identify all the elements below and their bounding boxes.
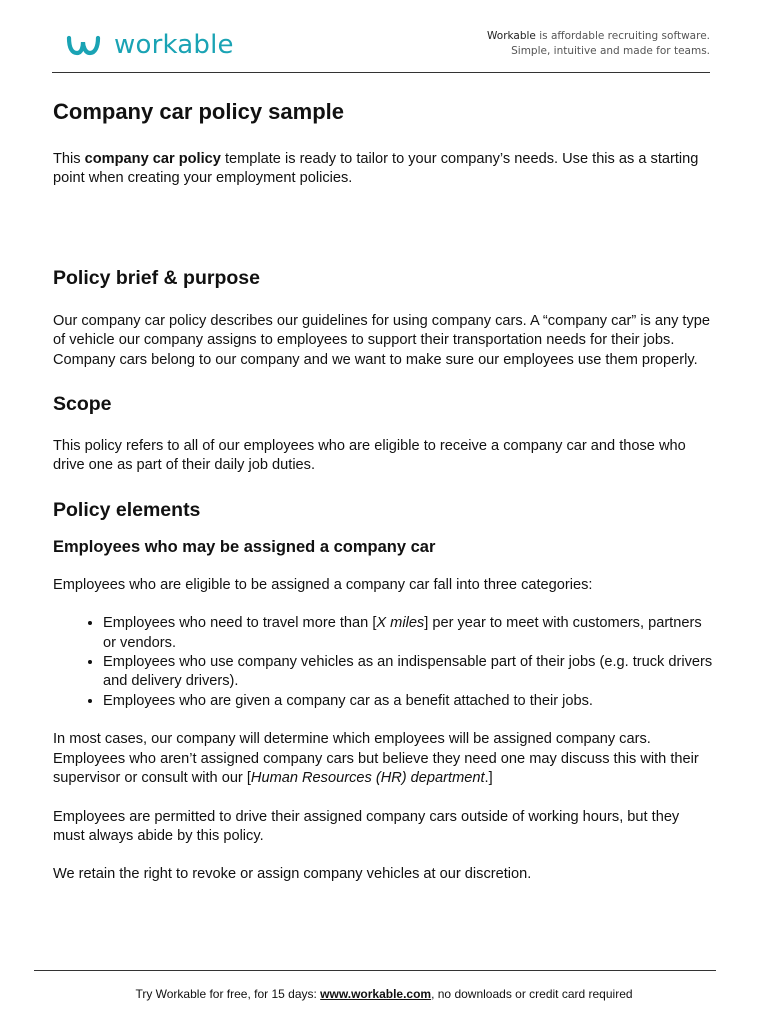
- bullet1-post: ] per year to meet with customers, partners or vendors.: [103, 615, 702, 651]
- page-footer: [0, 987, 768, 1001]
- footer-pre: Try Workable for free, for 15 days:: [135, 987, 321, 1001]
- eligible-list: [53, 614, 713, 711]
- intro-post: template is ready to tailor to your company’s needs. Use this as a starting point when creating your employment policies.: [53, 151, 699, 187]
- tagline-rest: is affordable recruiting software.: [535, 30, 710, 42]
- scope-paragraph: This policy refers to all of our employees who are eligible to receive a company car and those who drive one as part of their daily job duties.: [53, 438, 686, 474]
- assignment-paragraph: [53, 730, 713, 788]
- para1-pre: In most cases, our company will determine which employees will be assigned company cars. Employees who aren’t assigned company cars but believe they need one may discuss this with their supervisor or consult with our [: [53, 731, 699, 787]
- list-item: [103, 614, 713, 653]
- hours-paragraph: Employees are permitted to drive their assigned company cars outside of working hours, but they must always abide by this policy.: [53, 808, 680, 844]
- header-divider: [52, 72, 710, 73]
- list-item: • Employees who are given a company car as a benefit attached to their jobs.: [103, 692, 713, 711]
- eligible-subheading: Employees who may be assigned a company car: [53, 537, 436, 556]
- para1-post: .]: [484, 770, 493, 787]
- tagline-line2: Simple, intuitive and made for teams.: [511, 45, 710, 57]
- para1-ital: Human Resources (HR) department: [250, 770, 485, 787]
- footer-divider: [34, 970, 716, 971]
- bullet1-pre: Employees who need to travel more than [: [103, 615, 377, 632]
- intro-bold: company car policy: [84, 151, 221, 167]
- workable-logo[interactable]: [66, 28, 234, 62]
- intro-pre: This: [53, 151, 85, 167]
- document-title: Company car policy sample: [53, 99, 344, 124]
- bullet1-ital: X miles: [376, 615, 425, 632]
- eligible-intro: Employees who are eligible to be assigned a company car fall into three categories:: [53, 576, 593, 593]
- footer-post: , no downloads or credit card required: [431, 987, 633, 1001]
- scope-heading: Scope: [53, 393, 112, 416]
- brief-heading: Policy brief & purpose: [53, 266, 260, 289]
- elements-heading: Policy elements: [53, 498, 201, 521]
- logo-text: workable: [114, 30, 234, 60]
- intro-paragraph: [53, 150, 713, 189]
- list-item: • Employees who use company vehicles as an indispensable part of their jobs (e.g. truck drivers and delivery drivers).: [103, 653, 713, 692]
- header-tagline: [487, 29, 710, 59]
- revoke-paragraph: We retain the right to revoke or assign company vehicles at our discretion.: [53, 866, 532, 883]
- brief-paragraph: Our company car policy describes our guidelines for using company cars. A “company car” is any type of vehicle our company assigns to employees to support their transportation needs for their jobs. Company cars belong to our company and we want to make sure our employees use them properly.: [53, 312, 711, 368]
- page-header: [0, 0, 768, 74]
- workable-logo-icon: [66, 32, 108, 58]
- footer-link[interactable]: www.workable.com: [320, 987, 432, 1001]
- document-body: [53, 96, 713, 885]
- tagline-brand: Workable: [487, 30, 536, 42]
